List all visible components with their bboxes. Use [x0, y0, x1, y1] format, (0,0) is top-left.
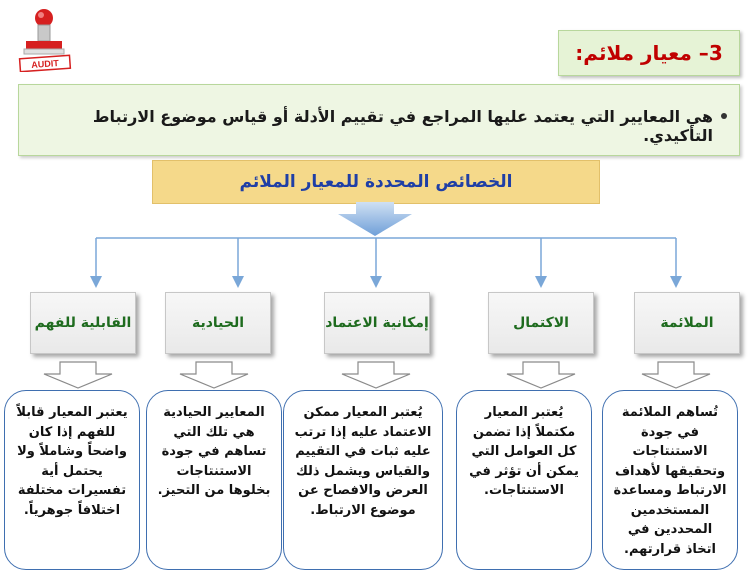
desc-neutrality: المعايير الحيادية هي تلك التي تساهم في جودة الاستنتاجات بخلوها من التحيز.: [146, 390, 282, 570]
attr-completeness: [488, 292, 594, 354]
attr-label: الحيادية: [191, 314, 245, 331]
hollow-arrow-4: [180, 362, 248, 388]
definition-text: هي المعايير التي يعتمد عليها المراجع في تقييم الأدلة أو قياس موضوع الارتباط التأكيدي.: [92, 107, 713, 145]
hollow-arrow-2: [507, 362, 575, 388]
attr-understandability: [30, 292, 136, 354]
desc-reliability: يُعتبر المعيار ممكن الاعتماد عليه إذا ترتب عليه ثبات في التقييم والقياس ويشمل ذلك العرض والافصاح عن موضوع الارتباط.: [283, 390, 443, 570]
attr-label: إمكانية الاعتماد: [325, 314, 429, 331]
attr-reliability: [324, 292, 430, 354]
desc-completeness: يُعتبر المعيار مكتملاً إذا تضمن كل العوامل التي يمكن أن تؤثر في الاستنتاجات.: [456, 390, 592, 570]
hollow-arrow-3: [342, 362, 410, 388]
desc-relevance: تُساهم الملائمة في جودة الاستنتاجات وتحقيقها لأهداف الارتباط ومساعدة المستخدمين المحددين في اتخاذ قرارتهم.: [602, 390, 738, 570]
characteristics-header-text: الخصائص المحددة للمعيار الملائم: [239, 172, 513, 192]
big-down-arrow: [338, 202, 412, 236]
hollow-arrow-1: [642, 362, 710, 388]
attr-relevance: [634, 292, 740, 354]
hollow-arrow-5: [44, 362, 112, 388]
section-title-text: 3– معيار ملائم:: [575, 41, 723, 65]
attr-label: الملائمة: [660, 314, 714, 331]
attr-label: القابلية للفهم: [34, 314, 132, 331]
attr-label: الاكتمال: [513, 314, 569, 331]
desc-understandability: يعتبر المعيار قابلاً للفهم إذا كان واضحاً وشاملاً ولا يحتمل أية تفسيرات مختلفة اختلافاً جوهرياً.: [4, 390, 140, 570]
attr-neutrality: [165, 292, 271, 354]
stamp-text: AUDIT: [30, 58, 60, 70]
